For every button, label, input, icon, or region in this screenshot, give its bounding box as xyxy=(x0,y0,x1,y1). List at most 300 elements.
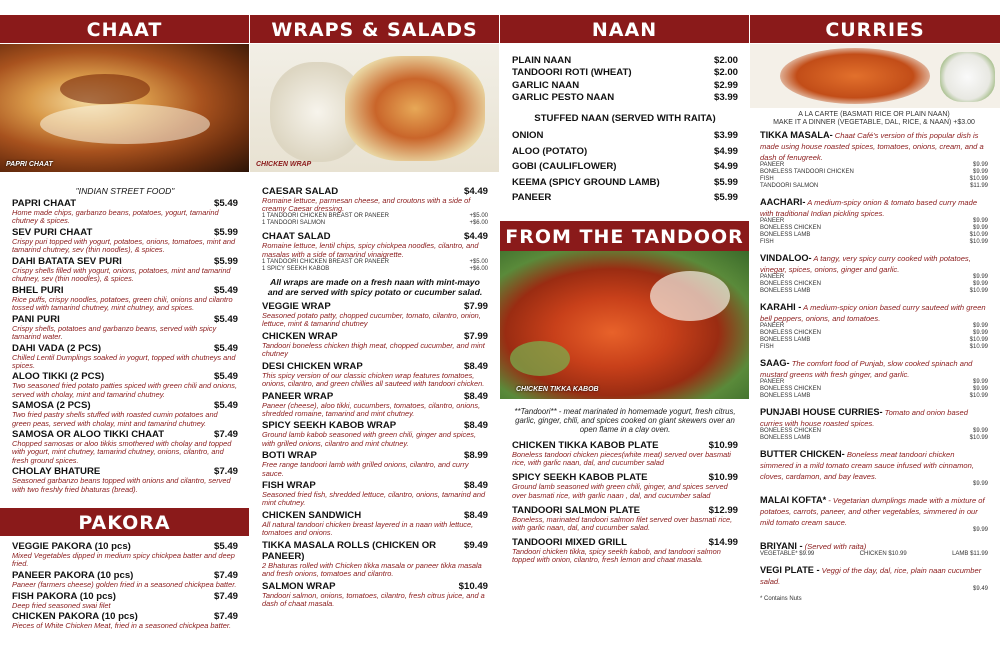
item-option xyxy=(262,266,488,273)
item-name: GARLIC NAAN xyxy=(512,79,580,91)
curry-option xyxy=(760,281,988,288)
item-price: $2.99 xyxy=(713,79,738,91)
item-price: $8.49 xyxy=(463,510,488,522)
menu-item xyxy=(12,541,238,568)
menu-item xyxy=(512,80,738,91)
option-price: $9.99 xyxy=(972,379,988,385)
curry-option xyxy=(760,481,988,488)
curry-line xyxy=(760,252,988,274)
item-price: $5.49 xyxy=(213,284,238,296)
item-price: $3.99 xyxy=(713,130,738,141)
item-price: $8.49 xyxy=(463,390,488,402)
option-label: BONELESS LAMB xyxy=(760,393,811,399)
option-label: FISH xyxy=(760,239,774,245)
item-price: $4.49 xyxy=(463,231,488,243)
curry-option xyxy=(760,218,988,225)
option-label: BONELESS CHICKEN xyxy=(760,428,822,434)
item-desc: Tandoori salmon, onions, tomatoes, cilantro, fresh citrus juice, and a dash of chaat masala. xyxy=(262,590,485,609)
item-name: SPICY SEEKH KABOB PLATE xyxy=(512,472,648,484)
item-desc: This spicy version of our classic chicken wrap features tomatoes, onions, cilantro, and green chillies all sauteed with tandoori chicken. xyxy=(262,370,485,388)
item-name: ALOO (POTATO) xyxy=(512,145,588,157)
menu-item xyxy=(262,231,488,272)
item-desc: Two seasoned fried potato patties spiced with green chili and onions, served with cholay, mint and tamarind chutney. xyxy=(12,381,238,399)
item-name: CHICKEN TIKKA KABOB PLATE xyxy=(512,440,659,451)
item-name: FISH PAKORA (10 pcs) xyxy=(12,590,116,602)
item-name: CHICKEN PAKORA (10 pcs) xyxy=(12,611,138,623)
menu-item xyxy=(512,505,738,532)
item-desc: Ground lamb seasoned with green chili, ginger, and spices served over basmati rice, with garlic naan , dal, and cucumber salad xyxy=(512,482,728,500)
item-price: $7.49 xyxy=(213,569,238,581)
item-option xyxy=(262,220,488,227)
item-name: PLAIN NAAN xyxy=(512,54,572,66)
item-name: ALOO TIKKI (2 PCS) xyxy=(12,371,105,383)
item-price: $7.49 xyxy=(213,466,238,478)
option-price: $10.99 xyxy=(969,176,988,182)
item-desc: Crispy shells, potatoes and garbanzo beans, served with spicy tamarind water. xyxy=(12,323,217,341)
item-name: TIKKA MASALA ROLLS (CHICKEN OR PANEER) xyxy=(262,540,437,563)
tandoori-note: **Tandoori** - meat marinated in homemade yogurt, fresh citrus, garlic, ginger, chili, and spices cooked on giant skewers over an open flame in a clay oven. xyxy=(514,407,736,434)
curry-intro-dinner: MAKE IT A DINNER (VEGETABLE, DAL, RICE, & NAAN) +$3.00 xyxy=(773,119,975,126)
curry-line xyxy=(760,448,988,481)
chaat-header: CHAAT xyxy=(0,15,249,43)
option-label: BONELESS CHICKEN xyxy=(760,281,822,287)
item-desc: Boneless tandoori chicken pieces(white meat) served over basmati rice, with garlic naan, dal, and cucumber salad xyxy=(512,450,731,468)
option-label: PANEER xyxy=(760,162,785,168)
item-desc: Paneer (cheese), aloo tikki, cucumbers, tomatoes, cilantro, onions, shredded romaine, tamarind and mint chutney. xyxy=(262,400,481,418)
item-price: $8.49 xyxy=(463,480,488,492)
option-label: FISH xyxy=(760,176,774,182)
item-price: $2.00 xyxy=(713,67,738,78)
item-desc: Rice puffs, crispy noodles, potatoes, green chili, onions and cilantro tossed with tamarind chutney, mint chutney, and spices. xyxy=(12,294,233,312)
wraps-list xyxy=(262,186,488,608)
item-price: $5.49 xyxy=(213,198,238,209)
menu-item-row xyxy=(12,591,238,602)
curry-item xyxy=(760,196,988,246)
item-option xyxy=(262,259,488,266)
item-price: $5.49 xyxy=(213,371,238,383)
menu-item xyxy=(512,177,738,188)
biryani-lamb: LAMB $11.99 xyxy=(952,551,988,557)
biryani-veg: VEGETABLE* $9.99 xyxy=(760,551,815,557)
curry-line xyxy=(760,564,988,586)
option-label: BONELESS CHICKEN xyxy=(760,330,822,336)
item-price: $5.99 xyxy=(213,255,238,267)
option-price: +$6.00 xyxy=(469,265,488,272)
option-price: $9.99 xyxy=(972,386,988,392)
curry-item xyxy=(760,357,988,400)
option-price: $10.99 xyxy=(969,337,988,343)
item-name: VEGGIE PAKORA (10 pcs) xyxy=(12,541,131,552)
chaat-list xyxy=(12,186,238,494)
item-desc: Ground lamb kabob seasoned with green chili, ginger and spices, with grilled onions, cilantro and mint chutney. xyxy=(262,430,477,448)
option-label: BONELESS CHICKEN xyxy=(760,386,822,392)
curry-option xyxy=(760,225,988,232)
item-name: CHOLAY BHATURE xyxy=(12,466,101,478)
curry-option xyxy=(760,162,988,169)
item-desc: Chopped samosas or aloo tikkis smothered with cholay and topped with yogurt, mint chutney, tamarind chutney, onions, cilantro, and fresh ground spices. xyxy=(12,439,232,465)
item-price: $12.99 xyxy=(708,504,738,516)
curry-desc: Veggi of the day, dal, rice, plain naan cucumber salad. xyxy=(760,566,982,586)
biryani-options xyxy=(760,551,988,558)
option-price: +$6.00 xyxy=(469,220,488,227)
item-price: $5.99 xyxy=(713,192,738,203)
footnote: * Contains Nuts xyxy=(760,596,802,602)
option-price: $10.99 xyxy=(969,232,988,238)
item-price: $8.49 xyxy=(463,420,488,432)
item-name: PANI PURI xyxy=(12,313,60,325)
item-name: BHEL PURI xyxy=(12,284,64,296)
menu-item-row xyxy=(512,130,738,141)
menu-item xyxy=(12,570,238,589)
item-price: $8.49 xyxy=(463,360,488,372)
curry-option xyxy=(760,428,988,435)
curry-item xyxy=(760,494,988,534)
item-name: CHICKEN SANDWICH xyxy=(262,510,362,522)
item-name: PANEER xyxy=(512,192,552,203)
item-price: $5.49 xyxy=(213,541,238,552)
item-name: PANEER WRAP xyxy=(262,390,334,402)
item-desc: All natural tandoori chicken breast layered in a naan with lettuce, tomatoes and onions. xyxy=(262,520,474,538)
option-price: $10.99 xyxy=(969,239,988,245)
item-desc: Two fried pastry shells stuffed with roasted cumin potatoes and green peas, served with cholay, mint and tamarind chutney. xyxy=(12,410,218,428)
curry-option xyxy=(760,344,988,351)
curry-line xyxy=(760,196,988,218)
item-desc: Pieces of White Chicken Meat, fried in a seasoned chickpea batter. xyxy=(12,621,232,631)
option-label: PANEER xyxy=(760,323,785,329)
option-price: $10.99 xyxy=(969,393,988,399)
curry-desc: A tangy, very spicy curry cooked with potatoes, vinegar, spices, onions, ginger and garlic. xyxy=(760,254,971,274)
item-name: SALMON WRAP xyxy=(262,580,336,592)
menu-item xyxy=(12,343,238,370)
curry-name: BUTTER CHICKEN- xyxy=(760,449,845,459)
menu-item-row xyxy=(512,192,738,203)
menu-item xyxy=(12,400,238,427)
item-name: TANDOORI MIXED GRILL xyxy=(512,537,627,549)
curry-option xyxy=(760,288,988,295)
menu-item xyxy=(12,591,238,610)
menu-item xyxy=(12,371,238,398)
menu-item xyxy=(512,192,738,203)
menu-item xyxy=(12,198,238,225)
curry-option xyxy=(760,435,988,442)
item-name: DESI CHICKEN WRAP xyxy=(262,360,363,372)
option-price: +$5.00 xyxy=(469,258,488,265)
option-price: $9.99 xyxy=(972,428,988,434)
pakora-list xyxy=(12,541,238,631)
wraps-header: WRAPS & SALADS xyxy=(250,15,499,43)
curry-line xyxy=(760,129,988,162)
option-label: 1 TANDOORI SALMON xyxy=(262,220,326,227)
menu-item-row xyxy=(262,540,488,562)
option-price: $9.99 xyxy=(972,323,988,329)
option-price: $9.99 xyxy=(972,218,988,224)
menu-item-row xyxy=(512,177,738,188)
option-price: $9.99 xyxy=(972,481,988,487)
curry-option xyxy=(760,176,988,183)
curry-desc: Tomato and onion based curries with house roasted spices. xyxy=(760,408,968,428)
item-desc: Crispy puri topped with yogurt, potatoes, onions, tomatoes, mint and tamarind chutney, sev (thin noodles), & spices. xyxy=(12,236,236,255)
curry-name: PUNJABI HOUSE CURRIES- xyxy=(760,407,883,417)
curry-name: KARAHI - xyxy=(760,302,802,312)
item-name: SEV PURI CHAAT xyxy=(12,226,93,238)
item-desc: Chilled Lentil Dumplings soaked in yogurt, topped with chutneys and spices. xyxy=(12,352,236,370)
menu-item xyxy=(512,440,738,467)
option-price: $9.99 xyxy=(972,330,988,336)
menu-item-row xyxy=(512,55,738,66)
item-desc: Mixed Vegetables dipped in medium spicy chickpea batter and deep fried. xyxy=(12,551,235,569)
chaat-subtitle: "INDIAN STREET FOOD" xyxy=(75,186,175,196)
item-price: $8.99 xyxy=(463,450,488,462)
menu-item xyxy=(512,55,738,66)
curry-item xyxy=(760,406,988,442)
option-price: $9.99 xyxy=(972,274,988,280)
item-name: TANDOORI ROTI (WHEAT) xyxy=(512,67,632,78)
option-label: PANEER xyxy=(760,379,785,385)
menu-item xyxy=(262,510,488,537)
curry-photo xyxy=(750,44,1000,108)
item-name: SAMOSA (2 PCS) xyxy=(12,400,91,412)
option-price: $9.99 xyxy=(972,225,988,231)
biryani-chicken: CHICKEN $10.99 xyxy=(859,551,907,557)
item-name: KEEMA (SPICY GROUND LAMB) xyxy=(512,176,660,188)
option-label: 1 TANDOORI CHICKEN BREAST OR PANEER xyxy=(262,213,389,220)
item-name: VEGGIE WRAP xyxy=(262,300,331,312)
menu-item xyxy=(512,472,738,499)
item-name: SAMOSA OR ALOO TIKKI CHAAT xyxy=(12,429,165,441)
biryani-item xyxy=(760,540,988,558)
photo-caption: CHICKEN TIKKA KABOB xyxy=(516,386,599,393)
item-price: $5.99 xyxy=(213,226,238,238)
curries-header: CURRIES xyxy=(750,15,1000,43)
menu-item-row xyxy=(262,391,488,402)
curry-desc: Chaat Café's version of this popular dish is made using house roasted spices, tomatoes, onions, cream, and a dash of fenugreek. xyxy=(760,131,984,162)
menu-item-row xyxy=(262,361,488,372)
item-desc: Romaine lettuce, parmesan cheese, and croutons with a side of creamy Caesar dressing. xyxy=(262,196,471,214)
curry-line xyxy=(760,494,988,527)
item-name: DAHI VADA (2 PCS) xyxy=(12,342,102,354)
curry-line xyxy=(760,357,988,379)
menu-item xyxy=(512,537,738,564)
chicken-wrap-photo xyxy=(250,44,499,172)
curry-desc: A medium-spicy onion based curry sauteed with green bell peppers, onions, and tomatoes. xyxy=(760,303,986,323)
item-price: $10.99 xyxy=(708,440,738,451)
curry-option xyxy=(760,337,988,344)
menu-item xyxy=(512,161,738,172)
menu-item-row xyxy=(512,161,738,172)
pakora-header: PAKORA xyxy=(0,508,249,536)
menu-item xyxy=(262,361,488,388)
item-desc: Boneless, marinated tandoori salmon filet served over basmati rice, with garlic naan, dal, and cucumber salad. xyxy=(512,514,733,533)
menu-item-row xyxy=(512,146,738,157)
curry-desc: - Vegetarian dumplings made with a mixture of potatoes, carrots, paneer, and other vegetables, simmered in our mild tomato cream sauce. xyxy=(760,496,985,527)
option-label: BONELESS LAMB xyxy=(760,337,811,343)
option-price: $9.99 xyxy=(972,527,988,533)
menu-item xyxy=(262,480,488,507)
item-desc: Home made chips, garbanzo beans, potatoes, yogurt, tamarind chutney & spices. xyxy=(12,208,219,226)
item-desc: Free range tandoori lamb with grilled onions, cilantro, and curry sauce. xyxy=(262,460,469,478)
curry-line xyxy=(760,540,988,551)
menu-item xyxy=(12,429,238,465)
item-price: $9.49 xyxy=(463,540,488,552)
curry-item xyxy=(760,129,988,190)
menu-item-row xyxy=(12,314,238,325)
curry-item xyxy=(760,252,988,295)
option-label: BONELESS TANDOORI CHICKEN xyxy=(760,169,854,175)
item-price: $5.49 xyxy=(213,400,238,412)
curry-option xyxy=(760,393,988,400)
item-name: CHICKEN WRAP xyxy=(262,330,338,342)
curry-desc: A medium-spicy onion & tomato based curry made with traditional Indian pickling spices. xyxy=(760,198,978,218)
item-name: GARLIC PESTO NAAN xyxy=(512,92,615,103)
photo-caption: CHICKEN WRAP xyxy=(256,161,312,168)
item-desc: Tandoori boneless chicken thigh meat, chopped cucumber, and mint chutney xyxy=(262,340,485,358)
menu-item-row xyxy=(512,67,738,78)
menu-item xyxy=(262,331,488,358)
wrap-note: All wraps are made on a fresh naan with mint-mayo and are served with spicy potato or cucumber salad. xyxy=(267,276,483,297)
option-price: $10.99 xyxy=(969,288,988,294)
papri-chaat-photo xyxy=(0,44,249,172)
option-label: 1 TANDOORI CHICKEN BREAST OR PANEER xyxy=(262,258,389,265)
menu-item xyxy=(12,285,238,312)
curry-desc: The comfort food of Punjab, slow cooked spinach and mustard greens with fresh ginger, and garlic. xyxy=(760,359,973,379)
item-price: $10.49 xyxy=(458,580,488,592)
item-desc: Deep fried seasoned swai filet xyxy=(12,600,111,610)
vegi-price xyxy=(760,586,988,593)
menu-item xyxy=(512,92,738,103)
option-label: PANEER xyxy=(760,218,785,224)
menu-item xyxy=(12,314,238,341)
option-price: +$5.00 xyxy=(469,213,488,220)
option-label: BONELESS LAMB xyxy=(760,232,811,238)
curry-intro-alacarte: A LA CARTE (BASMATI RICE OR PLAIN NAAN) xyxy=(798,111,950,118)
item-price: $7.49 xyxy=(213,590,238,602)
option-label: BONELESS CHICKEN xyxy=(760,225,822,231)
item-desc: Paneer (farmers cheese) golden fried in a seasoned chickpea batter. xyxy=(12,579,237,589)
curry-option xyxy=(760,274,988,281)
item-price: $2.00 xyxy=(713,54,738,66)
option-label: 1 SPICY SEEKH KABOB xyxy=(262,265,330,272)
tandoor-list xyxy=(512,407,738,565)
item-name: DAHI BATATA SEV PURI xyxy=(12,255,122,267)
item-price: $5.49 xyxy=(213,342,238,354)
vegi-plate-item xyxy=(760,564,988,593)
menu-item xyxy=(262,391,488,418)
option-price: $9.99 xyxy=(972,281,988,287)
photo-caption: PAPRI CHAAT xyxy=(6,161,53,168)
curry-name: AACHARI- xyxy=(760,197,806,207)
naan-header: NAAN xyxy=(500,15,749,43)
item-name: TANDOORI SALMON PLATE xyxy=(512,504,641,516)
curry-name: VEGI PLATE - xyxy=(760,565,820,575)
item-name: ONION xyxy=(512,130,544,141)
item-price: $10.99 xyxy=(708,472,738,484)
menu-item xyxy=(262,301,488,328)
curry-item xyxy=(760,448,988,488)
item-price: $4.99 xyxy=(713,145,738,157)
item-price: $7.99 xyxy=(463,330,488,342)
curry-option xyxy=(760,169,988,176)
curry-name: SAAG- xyxy=(760,358,790,368)
curry-desc: (Served with raita) xyxy=(802,542,867,551)
item-name: CAESAR SALAD xyxy=(262,186,339,197)
curry-option xyxy=(760,183,988,190)
menu-item xyxy=(12,227,238,254)
curry-option xyxy=(760,323,988,330)
item-name: PAPRI CHAAT xyxy=(12,198,77,209)
menu-item xyxy=(262,450,488,477)
curry-option xyxy=(760,239,988,246)
menu-item xyxy=(512,130,738,141)
item-desc: Romaine lettuce, lentil chips, spicy chickpea noodles, cilantro, and masalas with a side of tamarind vinaigrette. xyxy=(262,241,479,259)
option-price: $9.49 xyxy=(972,586,988,592)
item-name: CHAAT SALAD xyxy=(262,231,331,243)
option-price: $9.99 xyxy=(972,169,988,175)
menu-item xyxy=(12,256,238,283)
curry-option xyxy=(760,379,988,386)
option-label: BONELESS LAMB xyxy=(760,435,811,441)
curry-option xyxy=(760,527,988,534)
item-option xyxy=(262,213,488,220)
curry-line xyxy=(760,301,988,323)
item-price: $4.49 xyxy=(463,186,488,197)
menu-item xyxy=(512,146,738,157)
curry-option xyxy=(760,386,988,393)
item-price: $7.49 xyxy=(213,429,238,441)
curry-name: BRIYANI - xyxy=(760,541,803,551)
menu-item xyxy=(262,540,488,578)
item-name: FISH WRAP xyxy=(262,480,316,492)
curry-line xyxy=(760,406,988,428)
item-price: $7.99 xyxy=(463,300,488,312)
item-desc: Seasoned potato patty, chopped cucumber, tomato, cilantro, onion, lettuce, mint & tamarind chutney xyxy=(262,310,481,329)
option-price: $11.99 xyxy=(970,183,988,189)
menu-item xyxy=(262,186,488,227)
curry-name: VINDALOO- xyxy=(760,253,812,263)
curry-option xyxy=(760,232,988,239)
item-desc: Tandoori chicken tikka, spicy seekh kabob, and tandoori salmon topped with onion, cilantro, fresh lemon and chaat masala. xyxy=(512,547,721,565)
naan-list xyxy=(512,53,738,203)
curry-desc: Boneless meat tandoori chicken simmered in a mild tomato cream sauce infused with cinnamon, cloves, cardamon, and bay leaves. xyxy=(760,450,974,481)
item-price: $14.99 xyxy=(708,537,738,549)
option-price: $10.99 xyxy=(969,344,988,350)
item-name: BOTI WRAP xyxy=(262,450,317,462)
menu-item xyxy=(262,420,488,447)
option-label: TANDOORI SALMON xyxy=(760,183,819,189)
item-price: $3.99 xyxy=(713,92,738,103)
curry-item xyxy=(760,301,988,351)
curry-name: MALAI KOFTA* xyxy=(760,495,827,505)
option-label: FISH xyxy=(760,344,774,350)
item-price: $7.49 xyxy=(213,611,238,623)
item-desc: Seasoned garbanzo beans topped with onions and cilantro, served with two freshly fried bhaturas (bread). xyxy=(12,476,231,494)
item-desc: 2 Bhaturas rolled with Chicken tikka masala or paneer tikka masala and fresh onions, tomatoes and cilantro. xyxy=(262,561,482,579)
menu-item-row xyxy=(12,343,238,354)
tandoor-header: FROM THE TANDOOR xyxy=(500,221,749,251)
curry-name: TIKKA MASALA- xyxy=(760,130,833,140)
option-price: $9.99 xyxy=(972,162,988,168)
menu-item-row xyxy=(512,80,738,91)
menu-item xyxy=(512,67,738,78)
option-label: PANEER xyxy=(760,274,785,280)
curry-option xyxy=(760,330,988,337)
item-name: GOBI (CAULIFLOWER) xyxy=(512,161,617,172)
item-price: $4.99 xyxy=(713,161,738,172)
menu-item-row xyxy=(512,92,738,103)
item-price: $5.49 xyxy=(213,313,238,325)
menu-item xyxy=(12,611,238,630)
option-label: BONELESS LAMB xyxy=(760,288,811,294)
stuffed-naan-title: STUFFED NAAN (SERVED WITH RAITA) xyxy=(534,113,716,124)
